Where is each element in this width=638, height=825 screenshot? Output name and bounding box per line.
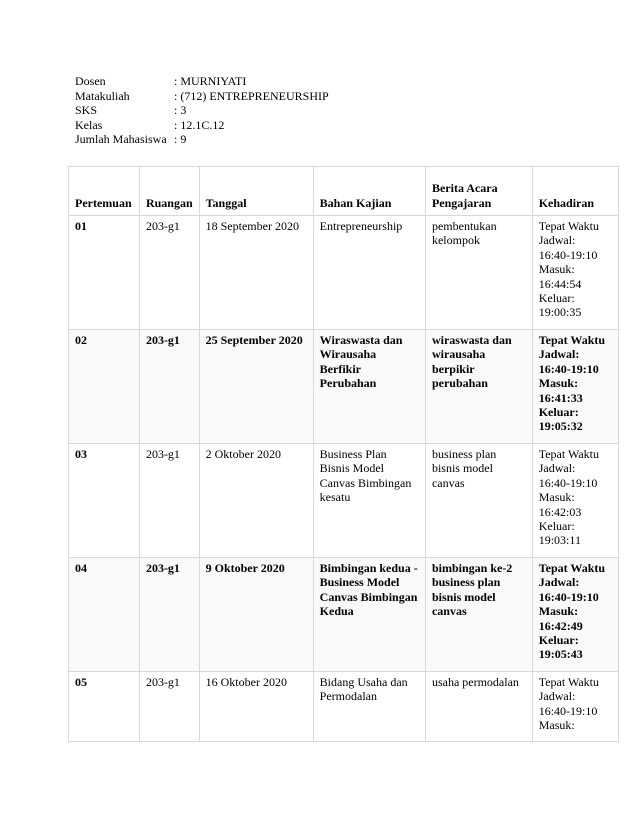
info-row-matakuliah (75, 89, 329, 104)
cell-berita-acara: bimbingan ke-2 business plan bisnis model canvas (425, 558, 532, 672)
cell-tanggal: 2 Oktober 2020 (199, 444, 313, 558)
info-value: : 3 (174, 103, 187, 118)
kehadiran-line: Jadwal: (538, 347, 580, 362)
info-value: : MURNIYATI (174, 74, 247, 88)
info-label: SKS (75, 103, 98, 118)
info-label: Dosen (75, 74, 106, 88)
attendance-table (68, 166, 619, 742)
kehadiran-line: 19:03:11 (538, 533, 581, 548)
kehadiran-line: Keluar: (538, 633, 579, 648)
kehadiran-line: Tepat Waktu (538, 561, 606, 575)
cell-bahan-kajian: Wiraswasta dan Wirausaha Berfikir Perubahan (313, 330, 425, 444)
cell-kehadiran (532, 558, 618, 672)
info-label: Jumlah Mahasiswa (75, 132, 167, 147)
kehadiran-line: Jadwal: (538, 233, 576, 248)
kehadiran-line: Tepat Waktu (538, 219, 600, 233)
cell-ruangan: 203-g1 (139, 444, 199, 558)
cell-pertemuan: 03 (69, 444, 140, 558)
info-row-sks (75, 103, 329, 118)
header-kehadiran: Kehadiran (532, 167, 618, 216)
cell-pertemuan: 01 (69, 216, 140, 330)
kehadiran-line: Masuk: (538, 490, 575, 505)
cell-bahan-kajian: Business Plan Bisnis Model Canvas Bimbingan kesatu (313, 444, 425, 558)
cell-bahan-kajian: Entrepreneurship (313, 216, 425, 330)
cell-tanggal: 25 September 2020 (199, 330, 313, 444)
info-value: : 12.1C.12 (174, 117, 225, 132)
cell-ruangan: 203-g1 (139, 330, 199, 444)
header-bahan-kajian: Bahan Kajian (313, 167, 425, 216)
kehadiran-line: 16:42:49 (538, 618, 583, 633)
kehadiran-line: Keluar: (538, 291, 575, 306)
table-header-row (69, 167, 619, 216)
kehadiran-line: Jadwal: (538, 689, 576, 704)
cell-tanggal: 9 Oktober 2020 (199, 558, 313, 672)
cell-berita-acara: wiraswasta dan wirausaha berpikir perubahan (425, 330, 532, 444)
course-info (75, 74, 329, 147)
cell-ruangan: 203-g1 (139, 216, 199, 330)
info-label: Kelas (75, 117, 103, 132)
kehadiran-line: Masuk: (538, 376, 579, 391)
cell-tanggal: 16 Oktober 2020 (199, 672, 313, 742)
kehadiran-line: Masuk: (538, 718, 575, 733)
cell-bahan-kajian: Bimbingan kedua - Business Model Canvas Bimbingan Kedua (313, 558, 425, 672)
info-row-kelas (75, 118, 329, 133)
kehadiran-line: Jadwal: (538, 461, 576, 476)
header-berita-acara: Berita Acara Pengajaran (425, 167, 532, 216)
kehadiran-line: 16:42:03 (538, 504, 582, 519)
kehadiran-line: 19:05:43 (538, 647, 583, 662)
cell-kehadiran (532, 330, 618, 444)
table-row (69, 216, 619, 330)
kehadiran-line: 16:40-19:10 (538, 475, 598, 490)
kehadiran-line: Tepat Waktu (538, 447, 600, 461)
kehadiran-line: Jadwal: (538, 575, 580, 590)
cell-bahan-kajian: Bidang Usaha dan Permodalan (313, 672, 425, 742)
cell-pertemuan: 04 (69, 558, 140, 672)
cell-pertemuan: 02 (69, 330, 140, 444)
kehadiran-line: 16:41:33 (538, 390, 583, 405)
info-row-dosen (75, 74, 329, 89)
kehadiran-line: 19:05:32 (538, 419, 583, 434)
kehadiran-line: 16:44:54 (538, 276, 582, 291)
kehadiran-line: Masuk: (538, 604, 579, 619)
info-value: : (712) ENTREPRENEURSHIP (174, 88, 329, 103)
kehadiran-line: Keluar: (538, 519, 575, 534)
cell-kehadiran (532, 672, 618, 742)
info-row-jumlah-mahasiswa (75, 132, 329, 147)
cell-kehadiran (532, 444, 618, 558)
info-label: Matakuliah (75, 88, 130, 103)
cell-ruangan: 203-g1 (139, 558, 199, 672)
cell-berita-acara: business plan bisnis model canvas (425, 444, 532, 558)
header-ruangan: Ruangan (139, 167, 199, 216)
table-row (69, 444, 619, 558)
kehadiran-line: Masuk: (538, 262, 575, 277)
cell-kehadiran (532, 216, 618, 330)
kehadiran-line: Keluar: (538, 405, 579, 420)
kehadiran-line: Tepat Waktu (538, 333, 606, 347)
cell-tanggal: 18 September 2020 (199, 216, 313, 330)
table-row (69, 558, 619, 672)
kehadiran-line: Tepat Waktu (538, 675, 600, 689)
kehadiran-line: 19:00:35 (538, 305, 582, 320)
cell-pertemuan: 05 (69, 672, 140, 742)
header-tanggal: Tanggal (199, 167, 313, 216)
header-pertemuan: Pertemuan (69, 167, 140, 216)
table-row (69, 672, 619, 742)
cell-berita-acara: usaha permodalan (425, 672, 532, 742)
kehadiran-line: 16:40-19:10 (538, 589, 599, 604)
cell-berita-acara: pembentukan kelompok (425, 216, 532, 330)
table-row (69, 330, 619, 444)
kehadiran-line: 16:40-19:10 (538, 247, 598, 262)
kehadiran-line: 16:40-19:10 (538, 361, 599, 376)
info-value: : 9 (174, 132, 187, 147)
kehadiran-line: 16:40-19:10 (538, 703, 598, 718)
cell-ruangan: 203-g1 (139, 672, 199, 742)
